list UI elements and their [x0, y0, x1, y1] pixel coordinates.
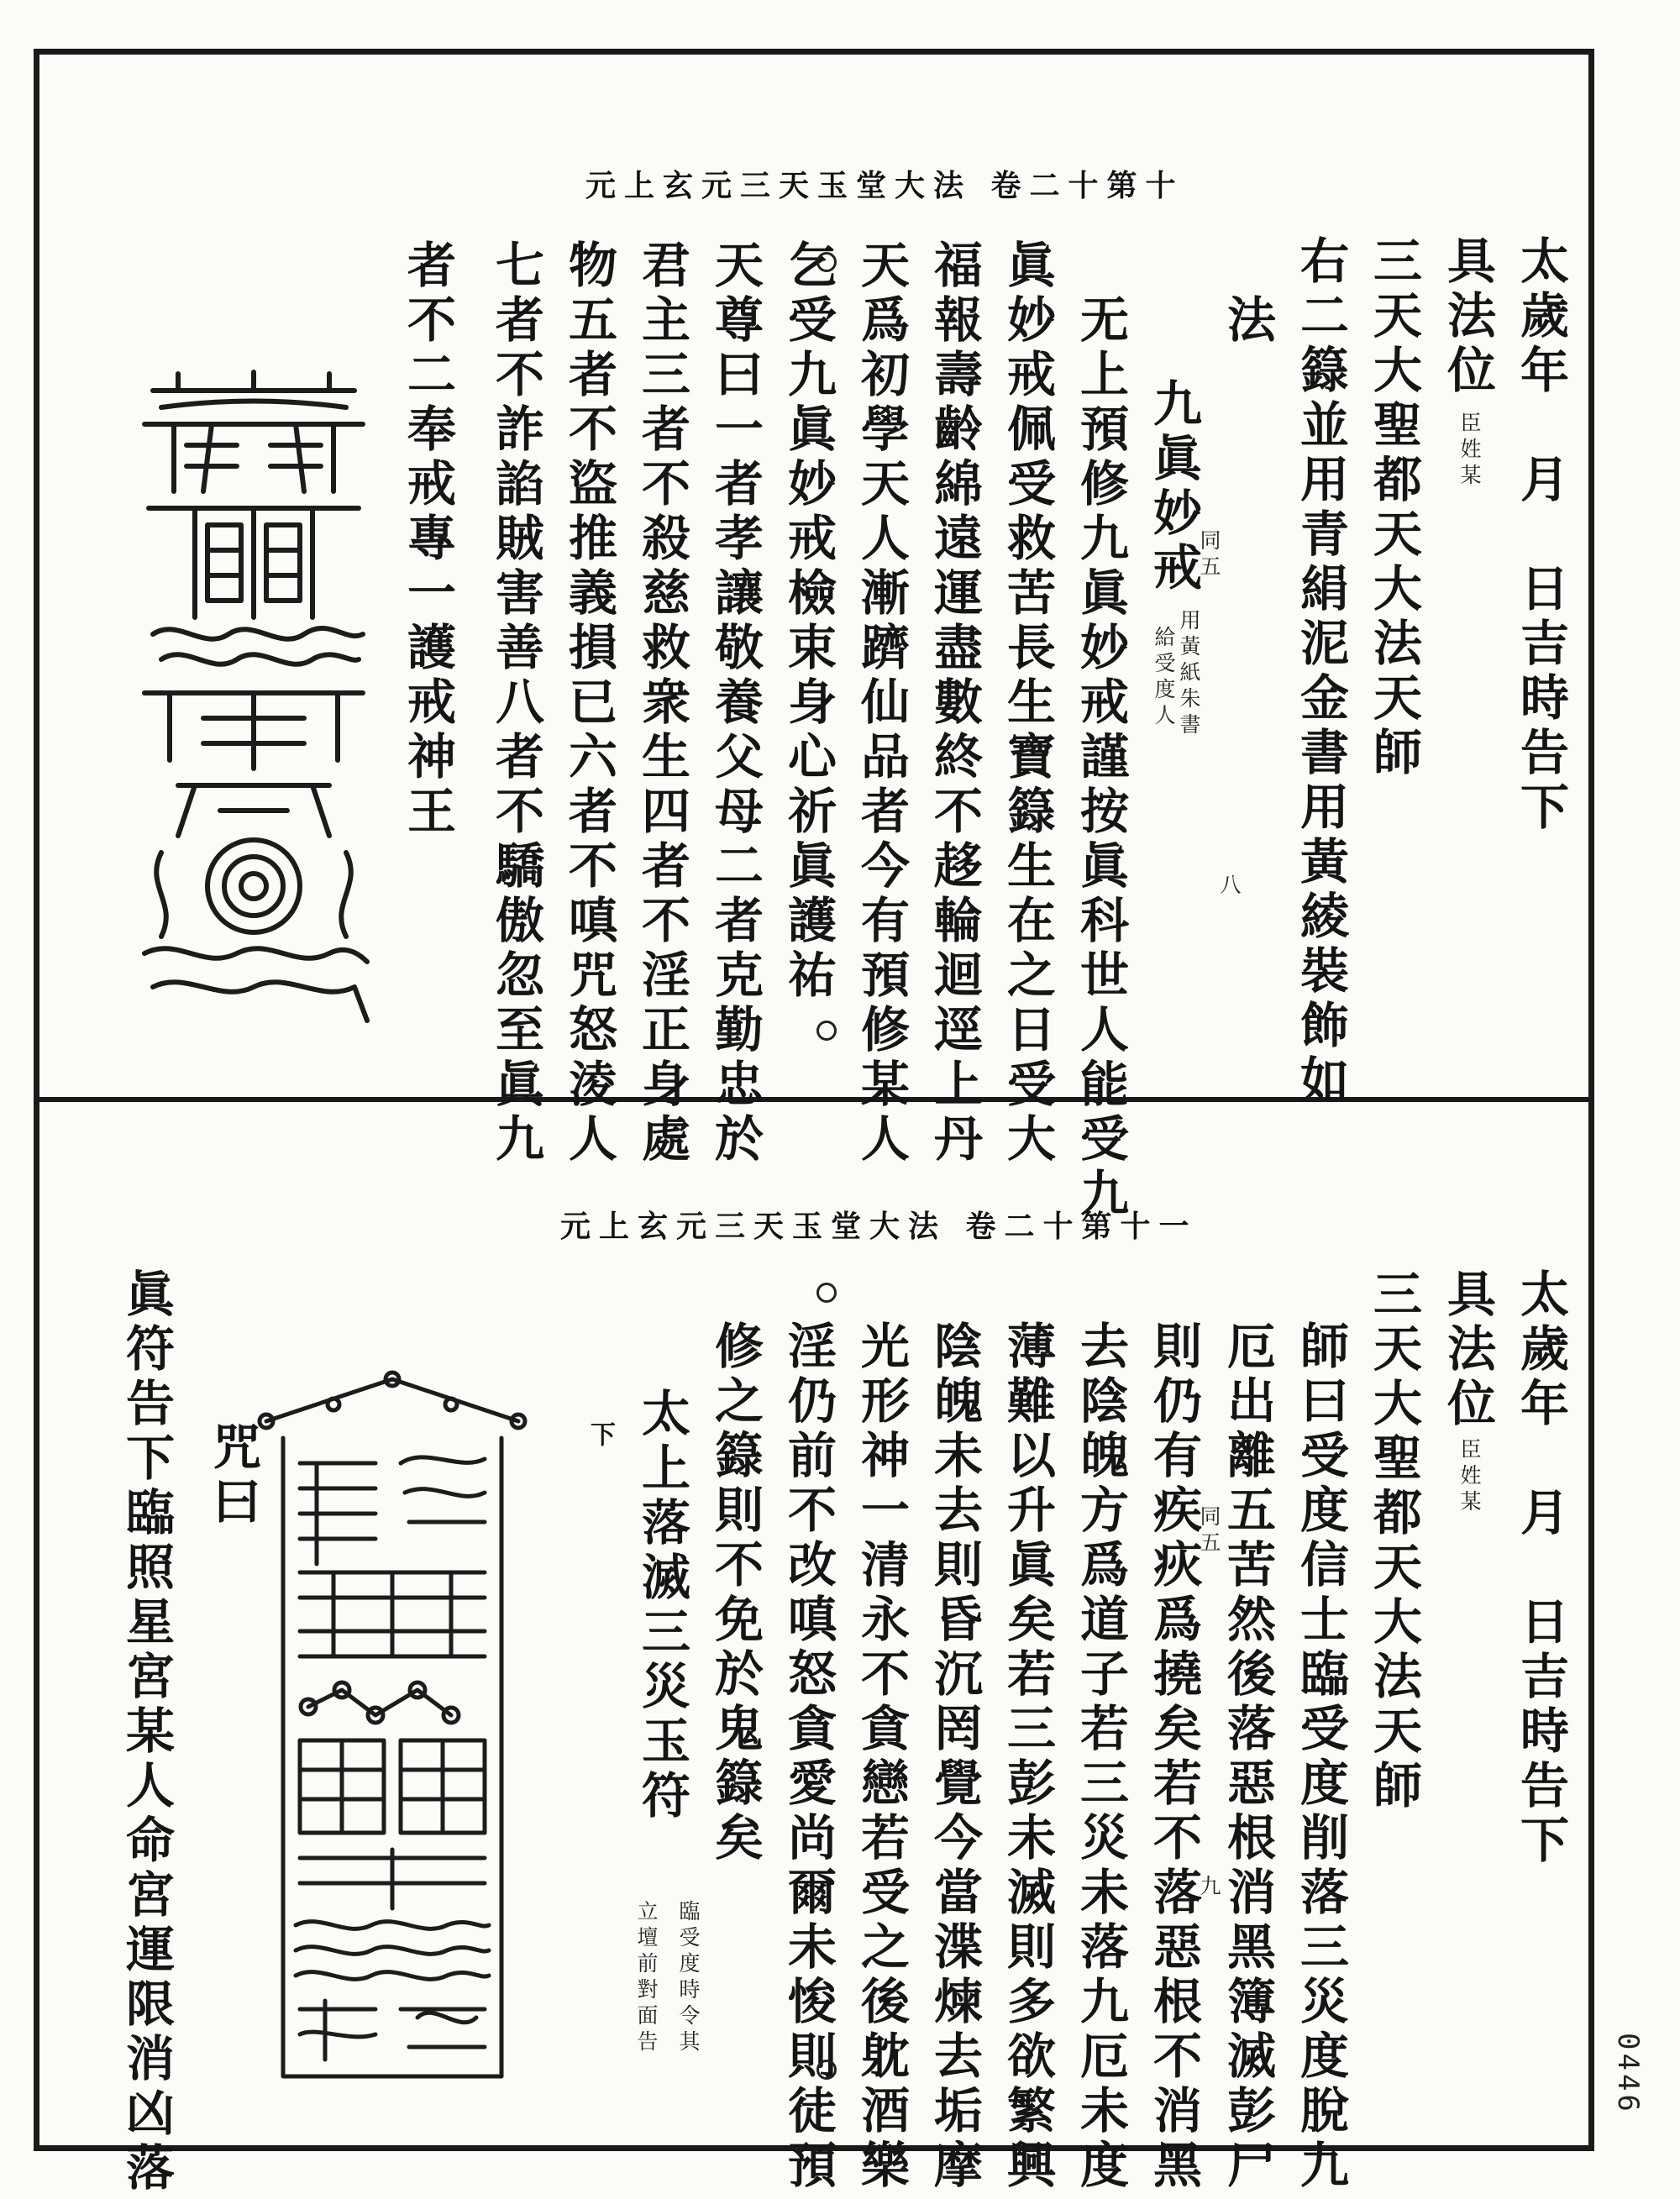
inline-note: 同五	[1197, 1505, 1221, 1557]
text-column: 則仍有疾疢爲撓矣若不落惡根不消黑	[1145, 1320, 1202, 2194]
text-column: 太上落滅三災玉符	[633, 1388, 690, 1824]
circle-mark	[816, 2060, 837, 2080]
text-column: 太歲年 月 日吉時告下	[1512, 1268, 1569, 1869]
text-column: 陰魄未去則昏沉罔覺今當渫煉去垢摩	[926, 1320, 983, 2194]
inline-note: 給受度人	[1152, 626, 1176, 730]
inline-note: 八	[1217, 874, 1242, 900]
text-column: 咒曰	[204, 1421, 261, 1530]
text-column: 光形神一清永不貪戀若受之後躭酒樂	[853, 1320, 910, 2194]
bottom-panel	[39, 1102, 1588, 2196]
running-header: 元上玄元三天玉堂大法 卷二十第十	[585, 168, 1184, 203]
text-column: 三天大聖都天大法天師	[1365, 1268, 1422, 1814]
text-column: 具法位	[1439, 1268, 1496, 1432]
talisman-seal-icon	[128, 365, 380, 1029]
text-column: 右二籙並用青絹泥金書用黃綾裝飾如	[1292, 235, 1349, 1109]
top-panel	[39, 55, 1588, 1222]
inline-note: 臨受度時令其	[676, 1900, 701, 2056]
text-column: 厄出離五苦然後落惡根消黑簿滅彭尸	[1219, 1320, 1276, 2194]
text-column: 太歲年 月 日吉時告下	[1512, 235, 1569, 836]
text-column: 福報壽齡綿遠運盡數終不趍輪迴逕上丹	[926, 239, 983, 1168]
text-column: 薄難以升眞矣若三彭未滅則多欲繁興	[999, 1320, 1056, 2194]
text-column: 去陰魄方爲道子若三災未落九厄未度	[1072, 1320, 1129, 2194]
jade-talisman-icon	[249, 1354, 535, 2102]
text-column: 天尊曰一者孝讓敬養父母二者克勤忠於	[706, 239, 764, 1168]
text-column: 七者不詐諂賊害善八者不驕傲忽至眞九	[487, 239, 544, 1168]
inline-note: 九	[1197, 1875, 1221, 1901]
text-column: 无上預修九眞妙戒謹按眞科世人能受九	[1072, 294, 1129, 1222]
text-column: 君主三者不殺慈救衆生四者不淫正身處	[633, 239, 690, 1168]
text-column: 具法位	[1439, 235, 1496, 399]
text-column: 九眞妙戒	[1145, 378, 1202, 596]
text-column: 乞受九眞妙戒檢束身心祈眞護祐	[780, 239, 837, 1004]
text-column: 三天大聖都天大法天師	[1365, 235, 1422, 781]
text-column: 者不二奉戒專一護戒神王	[399, 239, 456, 840]
inline-note: 立壇前對面告	[634, 1900, 659, 2056]
text-column: 修之籙則不免於鬼籙矣	[706, 1320, 764, 1866]
text-column: 淫仍前不改嗔怒貪愛尚爾未悛則徒預	[780, 1320, 837, 2194]
circle-mark	[816, 1283, 837, 1303]
inline-note: 臣姓某	[1457, 1438, 1482, 1516]
circle-mark	[816, 252, 837, 272]
text-column: 天爲初學天人漸躋仙品者今有預修某人	[853, 239, 910, 1168]
inline-note: 同五	[1197, 529, 1221, 581]
running-header: 元上玄元三天玉堂大法 卷二十第十一	[560, 1209, 1198, 1244]
text-column: 下	[585, 1421, 615, 1452]
text-column: 物五者不盜推義損已六者不嗔咒怒淩人	[560, 239, 617, 1168]
text-column: 法	[1219, 294, 1276, 349]
page-number: 0446	[1611, 2033, 1645, 2115]
circle-mark	[816, 1021, 837, 1041]
text-column: 眞妙戒佩受救苦長生寶籙生在之日受大	[999, 239, 1056, 1168]
text-column: 師曰受度信士臨受度削落三災度脫九	[1292, 1320, 1349, 2194]
inline-note: 用黃紙朱書	[1177, 609, 1201, 739]
inline-note: 臣姓某	[1457, 412, 1482, 490]
text-column: 眞符告下臨照星宮某人命宮運限消凶落	[118, 1268, 175, 2196]
